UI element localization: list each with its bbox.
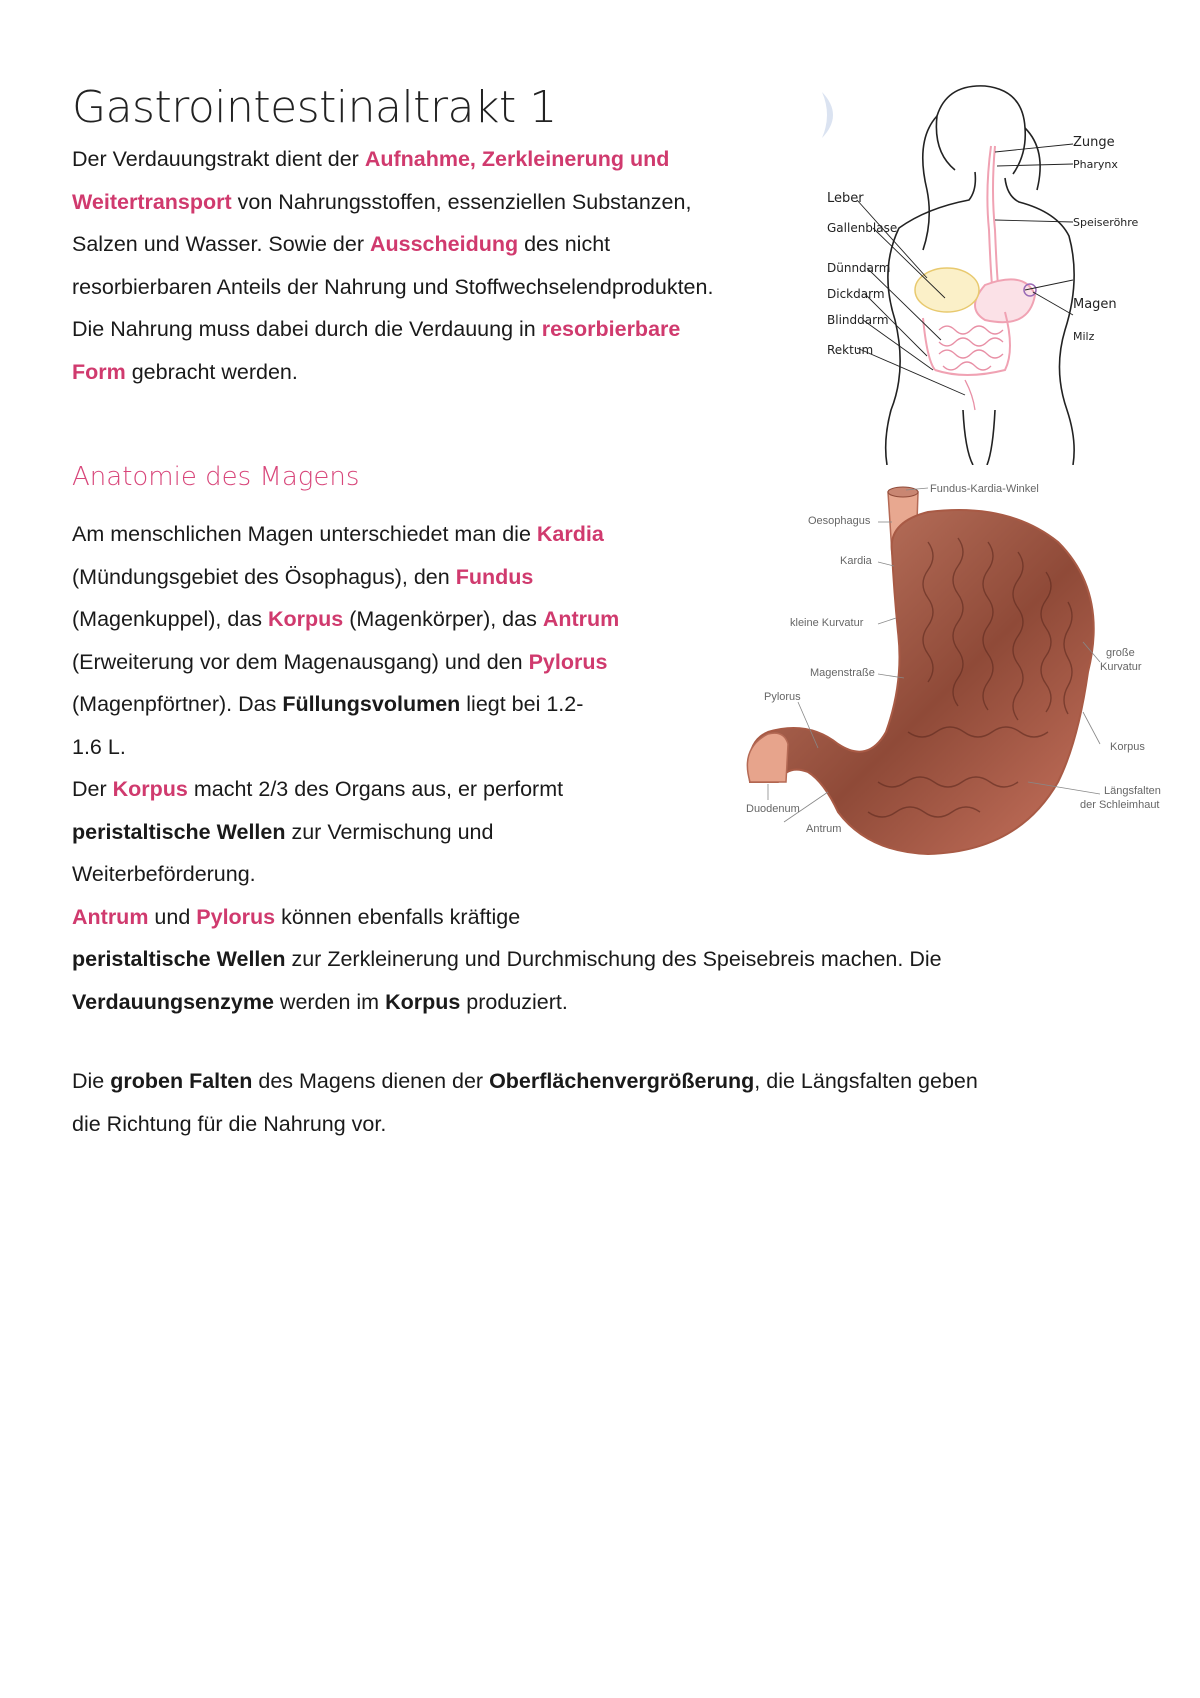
- label-duenndarm: Dünndarm: [827, 261, 891, 275]
- stomach-body: [749, 510, 1094, 854]
- left-torso-outline: [886, 172, 976, 465]
- duodenum-shape: [747, 733, 788, 782]
- label-kardia: Kardia: [840, 555, 872, 567]
- section-heading: Anatomie des Magens: [72, 462, 360, 492]
- esophagus-shape: [987, 146, 993, 295]
- label-speiseroehre: Speiseröhre: [1073, 216, 1139, 229]
- label-pharynx: Pharynx: [1073, 158, 1118, 171]
- label-laengsfalten: Längsfalten: [1104, 785, 1161, 797]
- anatomy-paragraph: Am menschlichen Magen unterschiedet man die Kardia (Mündungsgebiet des Ösophagus), den Fundus (Magenkuppel), das Korpus (Magenkörper), das Antrum (Erweiterung vor dem Magenausgang) und den Pylorus (Magenpförtner). Das Füllungsvolumen liegt bei 1.2- 1.6 L. Der Korpus macht 2/3 des Organs aus, er performt peristaltische Wellen zur Vermischung und Weiterbeförderung. Antrum und Pylorus können ebenfalls kräftige peristaltische Wellen zur Zerkleinerung und Durchmischung des Speisebreis machen. Die Verdauungsenzyme werden im Korpus produziert.: [72, 522, 942, 1014]
- label-oesophagus: Oesophagus: [808, 515, 871, 527]
- label-fundus-kardia-winkel: Fundus-Kardia-Winkel: [930, 483, 1039, 495]
- label-rektum: Rektum: [827, 343, 874, 357]
- label-korpus: Korpus: [1110, 741, 1145, 753]
- folds-paragraph: Die groben Falten des Magens dienen der Oberflächenvergrößerung, die Längsfalten geben die Richtung für die Nahrung vor.: [72, 1069, 978, 1136]
- label-kleine-kurvatur: kleine Kurvatur: [790, 617, 864, 629]
- label-kurvatur: Kurvatur: [1100, 661, 1142, 673]
- label-zunge: Zunge: [1073, 135, 1115, 150]
- intestines-shape: [939, 326, 1003, 410]
- label-milz: Milz: [1073, 330, 1095, 343]
- label-grosse: große: [1106, 647, 1135, 659]
- digestive-system-figure: [815, 80, 1155, 465]
- label-magenstrasse: Magenstraße: [810, 667, 875, 679]
- page-title: Gastrointestinaltrakt 1: [72, 82, 557, 133]
- stomach-figure: [728, 482, 1168, 902]
- head-outline: [936, 86, 1025, 174]
- label-pylorus: Pylorus: [764, 691, 801, 703]
- intro-paragraph: Der Verdauungstrakt dient der Aufnahme, Zerkleinerung und Weitertransport von Nahrungsstoffen, essenziellen Substanzen, Salzen und Wasser. Sowie der Ausscheidung des nicht resorbierbaren Anteils der Nahrung und Stoffwechselendprodukten. Die Nahrung muss dabei durch die Verdauung in resorbierbare Form gebracht werden.: [72, 147, 714, 384]
- label-duodenum: Duodenum: [746, 803, 800, 815]
- label-der-schleimhaut: der Schleimhaut: [1080, 799, 1160, 811]
- label-leber: Leber: [827, 191, 864, 206]
- label-dickdarm: Dickdarm: [827, 287, 885, 301]
- label-magen: Magen: [1073, 297, 1117, 312]
- hair-outline: [923, 116, 937, 250]
- liver-shape: [915, 268, 979, 312]
- label-gallenblase: Gallenblase: [827, 221, 898, 235]
- label-antrum: Antrum: [806, 823, 842, 835]
- label-blinddarm: Blinddarm: [827, 313, 889, 327]
